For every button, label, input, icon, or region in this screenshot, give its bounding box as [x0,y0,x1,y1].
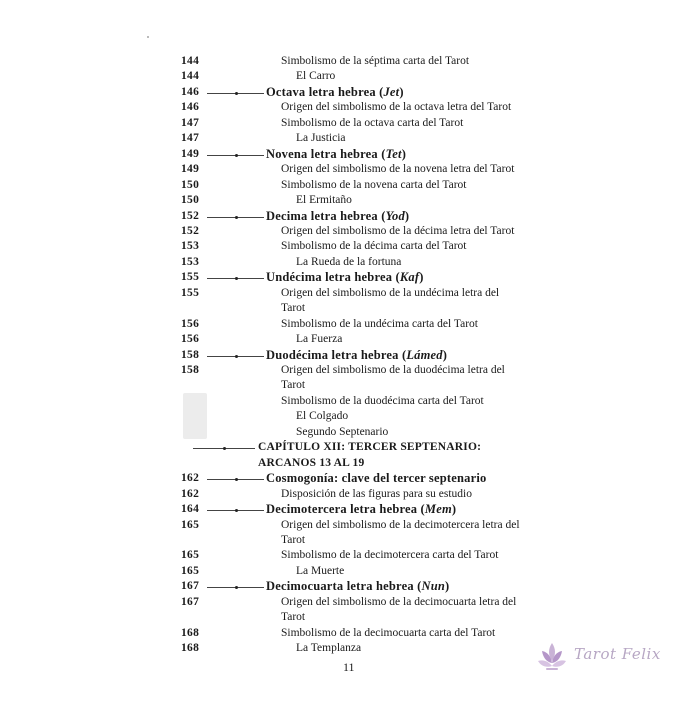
toc-subsection: Simbolismo de la séptima carta del Tarot [281,55,470,67]
toc-card-name: La Fuerza [296,333,343,346]
toc-page-number: 147 [181,116,200,129]
toc-entry [0,548,700,563]
toc-entry [0,209,700,224]
toc-section-title [266,348,447,363]
toc-page-number: 165 [181,564,200,577]
section-title-suffix: ) [445,579,450,594]
toc-entry [0,518,700,533]
dot-leader [207,510,264,511]
toc-card-name: La Rueda de la fortuna [296,255,402,268]
toc-page-number: 150 [181,194,200,207]
toc-chapter-title: ARCANOS 13 AL 19 [258,456,365,469]
dot-leader [193,448,255,449]
dot-leader [207,217,264,218]
hebrew-letter-name: Jet [383,84,400,99]
toc-card-name: La Muerte [296,564,345,577]
toc-subsection: Disposición de las figuras para su estudio [281,487,472,500]
section-title-prefix: Duodécima letra hebrea ( [266,347,407,362]
toc-card-name: El Ermitaño [296,194,352,207]
toc-entry [0,440,700,455]
toc-entry [0,394,700,409]
watermark [534,639,674,675]
toc-page-number: 162 [181,472,200,485]
hebrew-letter-name: Yod [385,208,405,223]
toc-page-number: 167 [181,580,200,593]
toc-section-title [266,579,449,594]
hebrew-letter-name: Mem [424,502,452,517]
toc-entry [0,502,700,517]
toc-card-name: Segundo Septenario [296,425,389,438]
section-title-prefix: Undécima letra hebrea ( [266,270,400,285]
scan-speck [147,36,149,38]
toc-entry [0,100,700,115]
leader-dot [235,92,238,95]
leader-dot [235,478,238,481]
toc-entry [0,378,700,393]
toc-subsection: Origen del simbolismo de la octava letra del Tarot [281,101,512,114]
toc-entry [0,363,700,378]
hebrew-letter-name: Tet [385,146,402,161]
toc-page-number: 150 [181,178,200,191]
toc-page-number: 155 [181,271,200,284]
toc-subsection: Tarot [281,302,306,315]
toc-entry [0,533,700,548]
toc-entry [0,425,700,440]
toc-card-name: La Justicia [296,132,346,145]
toc-entry [0,564,700,579]
hebrew-letter-name: Nun [421,579,445,594]
toc-page-number: 155 [181,286,200,299]
toc-subsection: Tarot [281,379,306,392]
toc-entry [0,162,700,177]
toc-page-number: 146 [181,85,200,98]
toc-page-number: 152 [181,209,200,222]
toc-entry [0,69,700,84]
toc-subsection: Simbolismo de la octava carta del Tarot [281,116,464,129]
toc-page-number: 156 [181,333,200,346]
section-title-suffix: ) [399,84,404,99]
toc-page-number: 149 [181,163,200,176]
toc-entry [0,409,700,424]
toc-card-name: El Carro [296,70,336,83]
toc-subsection: Origen del simbolismo de la duodécima letra del [281,364,505,376]
toc-subsection: Simbolismo de la duodécima carta del Tarot [281,394,484,407]
toc-chapter-title: CAPÍTULO XII: TERCER SEPTENARIO: [258,441,482,454]
toc-section-title [266,502,456,517]
toc-section-title: Cosmogonía: clave del tercer septenario [266,471,487,486]
toc-subsection: Simbolismo de la décima carta del Tarot [281,240,467,253]
leader-dot [235,355,238,358]
toc-subsection: Simbolismo de la decimocuarta carta del Tarot [281,626,496,639]
section-title-suffix: ) [442,347,448,362]
toc-entry [0,301,700,316]
toc-subsection: Tarot [281,611,306,624]
toc-entry [0,579,700,594]
hebrew-letter-name: Lámed [406,347,443,362]
toc-subsection: Origen del simbolismo de la novena letra del Tarot [281,163,515,176]
toc-subsection: Origen del simbolismo de la decimotercera letra del [281,518,520,531]
hebrew-letter-name: Kaf [399,270,420,285]
toc-page-number: 167 [181,595,200,608]
toc-entry [0,131,700,146]
toc-page-number: 158 [181,348,200,361]
toc-subsection: Origen del simbolismo de la undécima letra del [281,286,500,299]
toc-subsection: Origen del simbolismo de la décima letra del Tarot [281,224,515,237]
toc-entry [0,595,700,610]
toc-page-number: 164 [181,503,200,516]
leader-dot [235,154,238,157]
toc-entry [0,54,700,69]
toc-page-number: 144 [181,70,200,83]
toc-entry [0,178,700,193]
toc-card-name: El Colgado [296,410,349,423]
toc-entry [0,116,700,131]
dot-leader [207,479,264,480]
toc-section-title [266,270,424,285]
toc-page-number: 152 [181,224,200,237]
toc-page-number: 153 [181,255,200,268]
section-title-suffix: ) [419,270,424,285]
toc-entry [0,147,700,162]
toc-page-number: 158 [181,364,200,376]
leader-dot [235,509,238,512]
toc-subsection: Origen del simbolismo de la decimocuarta letra del [281,595,517,608]
watermark-text: Tarot Felix [574,645,661,663]
section-title-suffix: ) [451,502,457,517]
section-title-suffix: ) [404,208,410,223]
toc-entry [0,286,700,301]
section-title-prefix: Decima letra hebrea ( [266,208,386,223]
dot-leader [207,278,264,279]
leader-dot [223,447,226,450]
section-title-prefix: Octava letra hebrea ( [266,84,384,99]
page-number: 11 [343,660,355,674]
toc-entry [0,610,700,625]
leader-dot [235,586,238,589]
toc-page-number: 149 [181,147,200,160]
toc-page-number: 156 [181,317,200,330]
toc-page-number: 146 [181,101,200,114]
toc-page-number: 162 [181,487,200,500]
toc-section-title [266,147,406,162]
section-title-prefix: Decimocuarta letra hebrea ( [266,579,422,594]
toc-entry [0,255,700,270]
lotus-icon [534,639,570,675]
section-title-prefix: Decimotercera letra hebrea ( [266,502,425,517]
leader-dot [235,277,238,280]
leader-dot [235,216,238,219]
toc-entry [0,224,700,239]
toc-entry [0,332,700,347]
section-title-suffix: ) [401,146,407,161]
toc-page-number: 165 [181,518,200,531]
toc-page-number: 144 [181,55,200,67]
toc-entry [0,239,700,254]
toc-card-name: La Templanza [296,642,362,655]
toc-page-number: 153 [181,240,200,253]
toc-subsection: Tarot [281,533,306,546]
toc-section-title [266,209,409,224]
toc-page-number: 168 [181,626,200,639]
toc-entry [0,487,700,502]
toc-page-number: 147 [181,132,200,145]
scan-smudge [183,393,207,439]
toc-entry [0,193,700,208]
dot-leader [207,93,264,94]
toc-entry [0,471,700,486]
toc-page-number: 168 [181,642,200,655]
toc-entry [0,456,700,471]
toc-subsection: Simbolismo de la novena carta del Tarot [281,178,467,191]
section-title-prefix: Novena letra hebrea ( [266,146,386,161]
toc-page-number: 165 [181,549,200,562]
toc-entry [0,317,700,332]
toc-subsection: Simbolismo de la decimotercera carta del Tarot [281,549,499,562]
dot-leader [207,356,264,357]
dot-leader [207,587,264,588]
toc-subsection: Simbolismo de la undécima carta del Tarot [281,317,478,330]
toc-section-title [266,85,404,100]
dot-leader [207,155,264,156]
toc-entry [0,270,700,285]
toc-entry [0,348,700,363]
toc-entry [0,85,700,100]
